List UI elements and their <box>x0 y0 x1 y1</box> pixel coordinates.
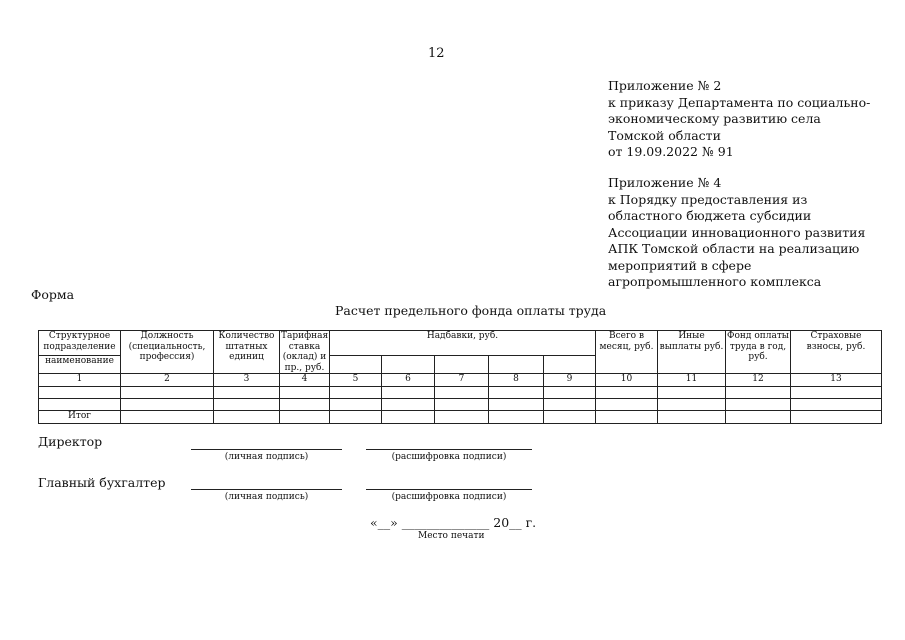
column-number: 7 <box>435 374 489 387</box>
allowance-cell <box>435 355 489 373</box>
wage-fund-table <box>38 330 882 424</box>
accountant-decoding-line <box>366 489 532 490</box>
column-number: 13 <box>791 374 882 387</box>
accountant-decoding-caption: (расшифровка подписи) <box>391 492 507 502</box>
column-number: 10 <box>596 374 658 387</box>
appendix-line: агропромышленного комплекса <box>608 274 822 289</box>
director-signature-line <box>191 449 342 450</box>
appendix-line: от 19.09.2022 № 91 <box>608 144 734 159</box>
accountant-signature-line <box>191 489 342 490</box>
form-label: Форма <box>31 287 75 302</box>
column-number: 2 <box>121 374 214 387</box>
table-row <box>39 387 882 399</box>
allowance-cell <box>544 355 596 373</box>
appendix-4-header <box>608 175 865 291</box>
header-allowances: Надбавки, руб. <box>330 331 596 356</box>
director-signature-caption: (личная подпись) <box>224 452 309 462</box>
director-decoding-caption: (расшифровка подписи) <box>391 452 507 462</box>
appendix-line: Приложение № 2 <box>608 78 722 93</box>
column-number: 4 <box>280 374 330 387</box>
stamp-place: Место печати <box>418 531 485 541</box>
column-number: 11 <box>658 374 726 387</box>
accountant-label: Главный бухгалтер <box>38 475 166 490</box>
director-label: Директор <box>38 434 103 449</box>
column-number: 9 <box>544 374 596 387</box>
column-number: 6 <box>382 374 435 387</box>
header-tariff-rate: Тарифная ставка (оклад) и пр., руб. <box>281 331 329 373</box>
appendix-line: Ассоциации инновационного развития <box>608 224 866 240</box>
header-insurance: Страховые взносы, руб. <box>791 331 882 374</box>
allowance-cell <box>489 355 544 373</box>
column-number: 1 <box>39 374 121 387</box>
column-number: 12 <box>726 374 791 387</box>
appendix-line: АПК Томской области на реализацию <box>608 241 860 256</box>
appendix-line: Томской области <box>608 127 721 143</box>
header-annual-fund: Фонд оплаты труда в год, руб. <box>726 331 791 374</box>
column-number-row <box>39 374 882 387</box>
table-row <box>39 399 882 411</box>
column-number: 5 <box>330 374 382 387</box>
appendix-line: областного бюджета субсидии <box>608 208 812 223</box>
accountant-signature-caption: (личная подпись) <box>224 492 309 502</box>
header-staff-count: Количество штатных единиц <box>214 331 280 374</box>
table-header-row <box>39 331 882 356</box>
appendix-line: Приложение № 4 <box>608 175 722 190</box>
allowance-cell <box>330 355 382 373</box>
page-number: 12 <box>428 46 445 61</box>
header-other-payments: Иные выплаты руб. <box>658 331 726 374</box>
date-line: «__» ______________ 20__ г. <box>370 515 537 530</box>
column-number: 8 <box>489 374 544 387</box>
appendix-line: мероприятий в сфере <box>608 257 752 273</box>
column-number: 3 <box>214 374 280 387</box>
document-title: Расчет предельного фонда оплаты труда <box>335 303 607 318</box>
header-structural-unit-name: наименование <box>39 355 121 373</box>
appendix-line: к приказу Департамента по социально- <box>608 94 871 110</box>
allowance-cell <box>382 355 435 373</box>
appendix-line: экономическому развитию села <box>608 111 821 126</box>
header-position: Должность (специальность, профессия) <box>121 331 214 374</box>
appendix-2-header <box>608 78 870 161</box>
header-total-month: Всего в месяц, руб. <box>596 331 658 374</box>
director-decoding-line <box>366 449 532 450</box>
total-row <box>39 411 882 424</box>
total-label: Итог <box>39 411 121 424</box>
appendix-line: к Порядку предоставления из <box>608 191 808 207</box>
header-structural-unit: Структурное подразделение <box>39 331 121 356</box>
